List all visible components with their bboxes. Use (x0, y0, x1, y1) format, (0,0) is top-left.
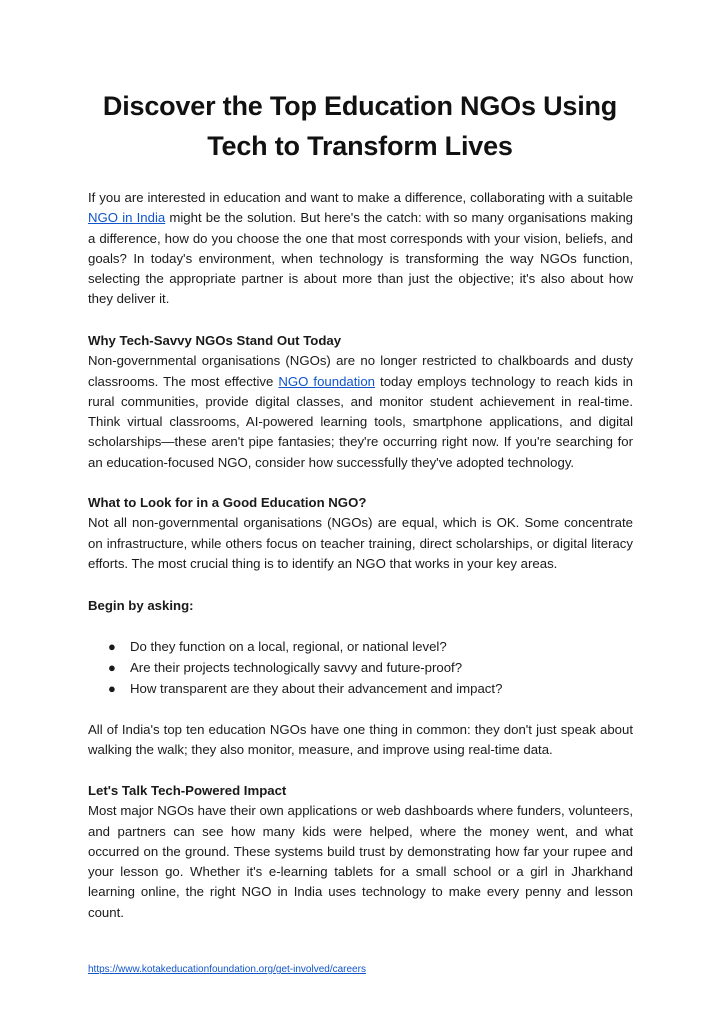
footer-url-link[interactable]: https://www.kotakeducationfoundation.org/get-involved/careers (88, 964, 366, 975)
bullet-icon: ● (108, 639, 116, 654)
question-list (106, 636, 626, 699)
section-heading-tech-savvy: Why Tech-Savvy NGOs Stand Out Today (88, 333, 342, 348)
list-item (106, 636, 626, 657)
section-heading-tech-powered-impact: Let's Talk Tech-Powered Impact (88, 783, 287, 798)
section-tech-powered-impact (88, 781, 633, 923)
ngo-foundation-link[interactable]: NGO foundation (278, 373, 376, 389)
list-item (106, 678, 626, 699)
list-item-text: How transparent are they about their advancement and impact? (130, 681, 503, 696)
intro-text-start: If you are interested in education and want to make a difference, collaborating with a suitable (88, 190, 633, 205)
begin-by-asking-heading: Begin by asking: (88, 598, 194, 613)
list-item-text: Do they function on a local, regional, or national level? (130, 639, 447, 654)
section1-text-end: today employs technology to reach kids in rural communities, provide digital classes, and monitor student achievement in real-time. Think virtual classrooms, AI-powered learning tools, smartphone applications, and digital scholarships—these aren't pipe fantasies; they're occurring right now. If you're searching for an education-focused NGO, consider how successfully they've adopted technology. (88, 373, 633, 470)
intro-text-end: might be the solution. But here's the catch: with so many organisations making a difference, how do you choose the one that most corresponds with your vision, beliefs, and goals? In today's environment, when technology is transforming the way NGOs function, selecting the appropriate partner is about more than just the objective; it's also about how they deliver it. (88, 210, 633, 307)
section-body-what-to-look-for: Not all non-governmental organisations (NGOs) are equal, which is OK. Some concentrate on infrastructure, while others focus on teacher training, direct scholarships, or digital literacy efforts. The most crucial thing is to identify an NGO that works in your key areas. (88, 515, 633, 571)
footer (88, 963, 366, 976)
title-line-1: Discover the Top Education NGOs Using (102, 91, 618, 121)
ngo-in-india-link[interactable]: NGO in India (88, 210, 166, 226)
summary-paragraph: All of India's top ten education NGOs have one thing in common: they don't just speak about walking the walk; they also monitor, measure, and improve using real-time data. (88, 722, 633, 758)
page-title (60, 86, 660, 166)
list-item-text: Are their projects technologically savvy and future-proof? (130, 660, 463, 675)
section-what-to-look-for (88, 493, 633, 574)
section-body-tech-powered-impact: Most major NGOs have their own applications or web dashboards where funders, volunteers, and partners can see how many kids were helped, where the money went, and what occurred on the ground. These systems build trust by demonstrating how far your rupee and your lesson go. Whether it's e-learning tablets for a small school or a girl in Jharkhand learning online, the right NGO in India uses technology to make every penny and lesson count. (88, 803, 633, 920)
section-heading-what-to-look-for: What to Look for in a Good Education NGO? (88, 495, 367, 510)
list-item (106, 657, 626, 678)
bullet-icon: ● (108, 681, 116, 696)
section1-text-start: Non-governmental organisations (NGOs) are no longer restricted to chalkboards and dusty classrooms. The most effective (88, 353, 633, 389)
bullet-icon: ● (108, 660, 116, 675)
title-line-2: Tech to Transform Lives (207, 131, 513, 161)
intro-paragraph (88, 188, 633, 310)
section-body-tech-savvy (88, 351, 633, 473)
section-tech-savvy (88, 331, 633, 473)
